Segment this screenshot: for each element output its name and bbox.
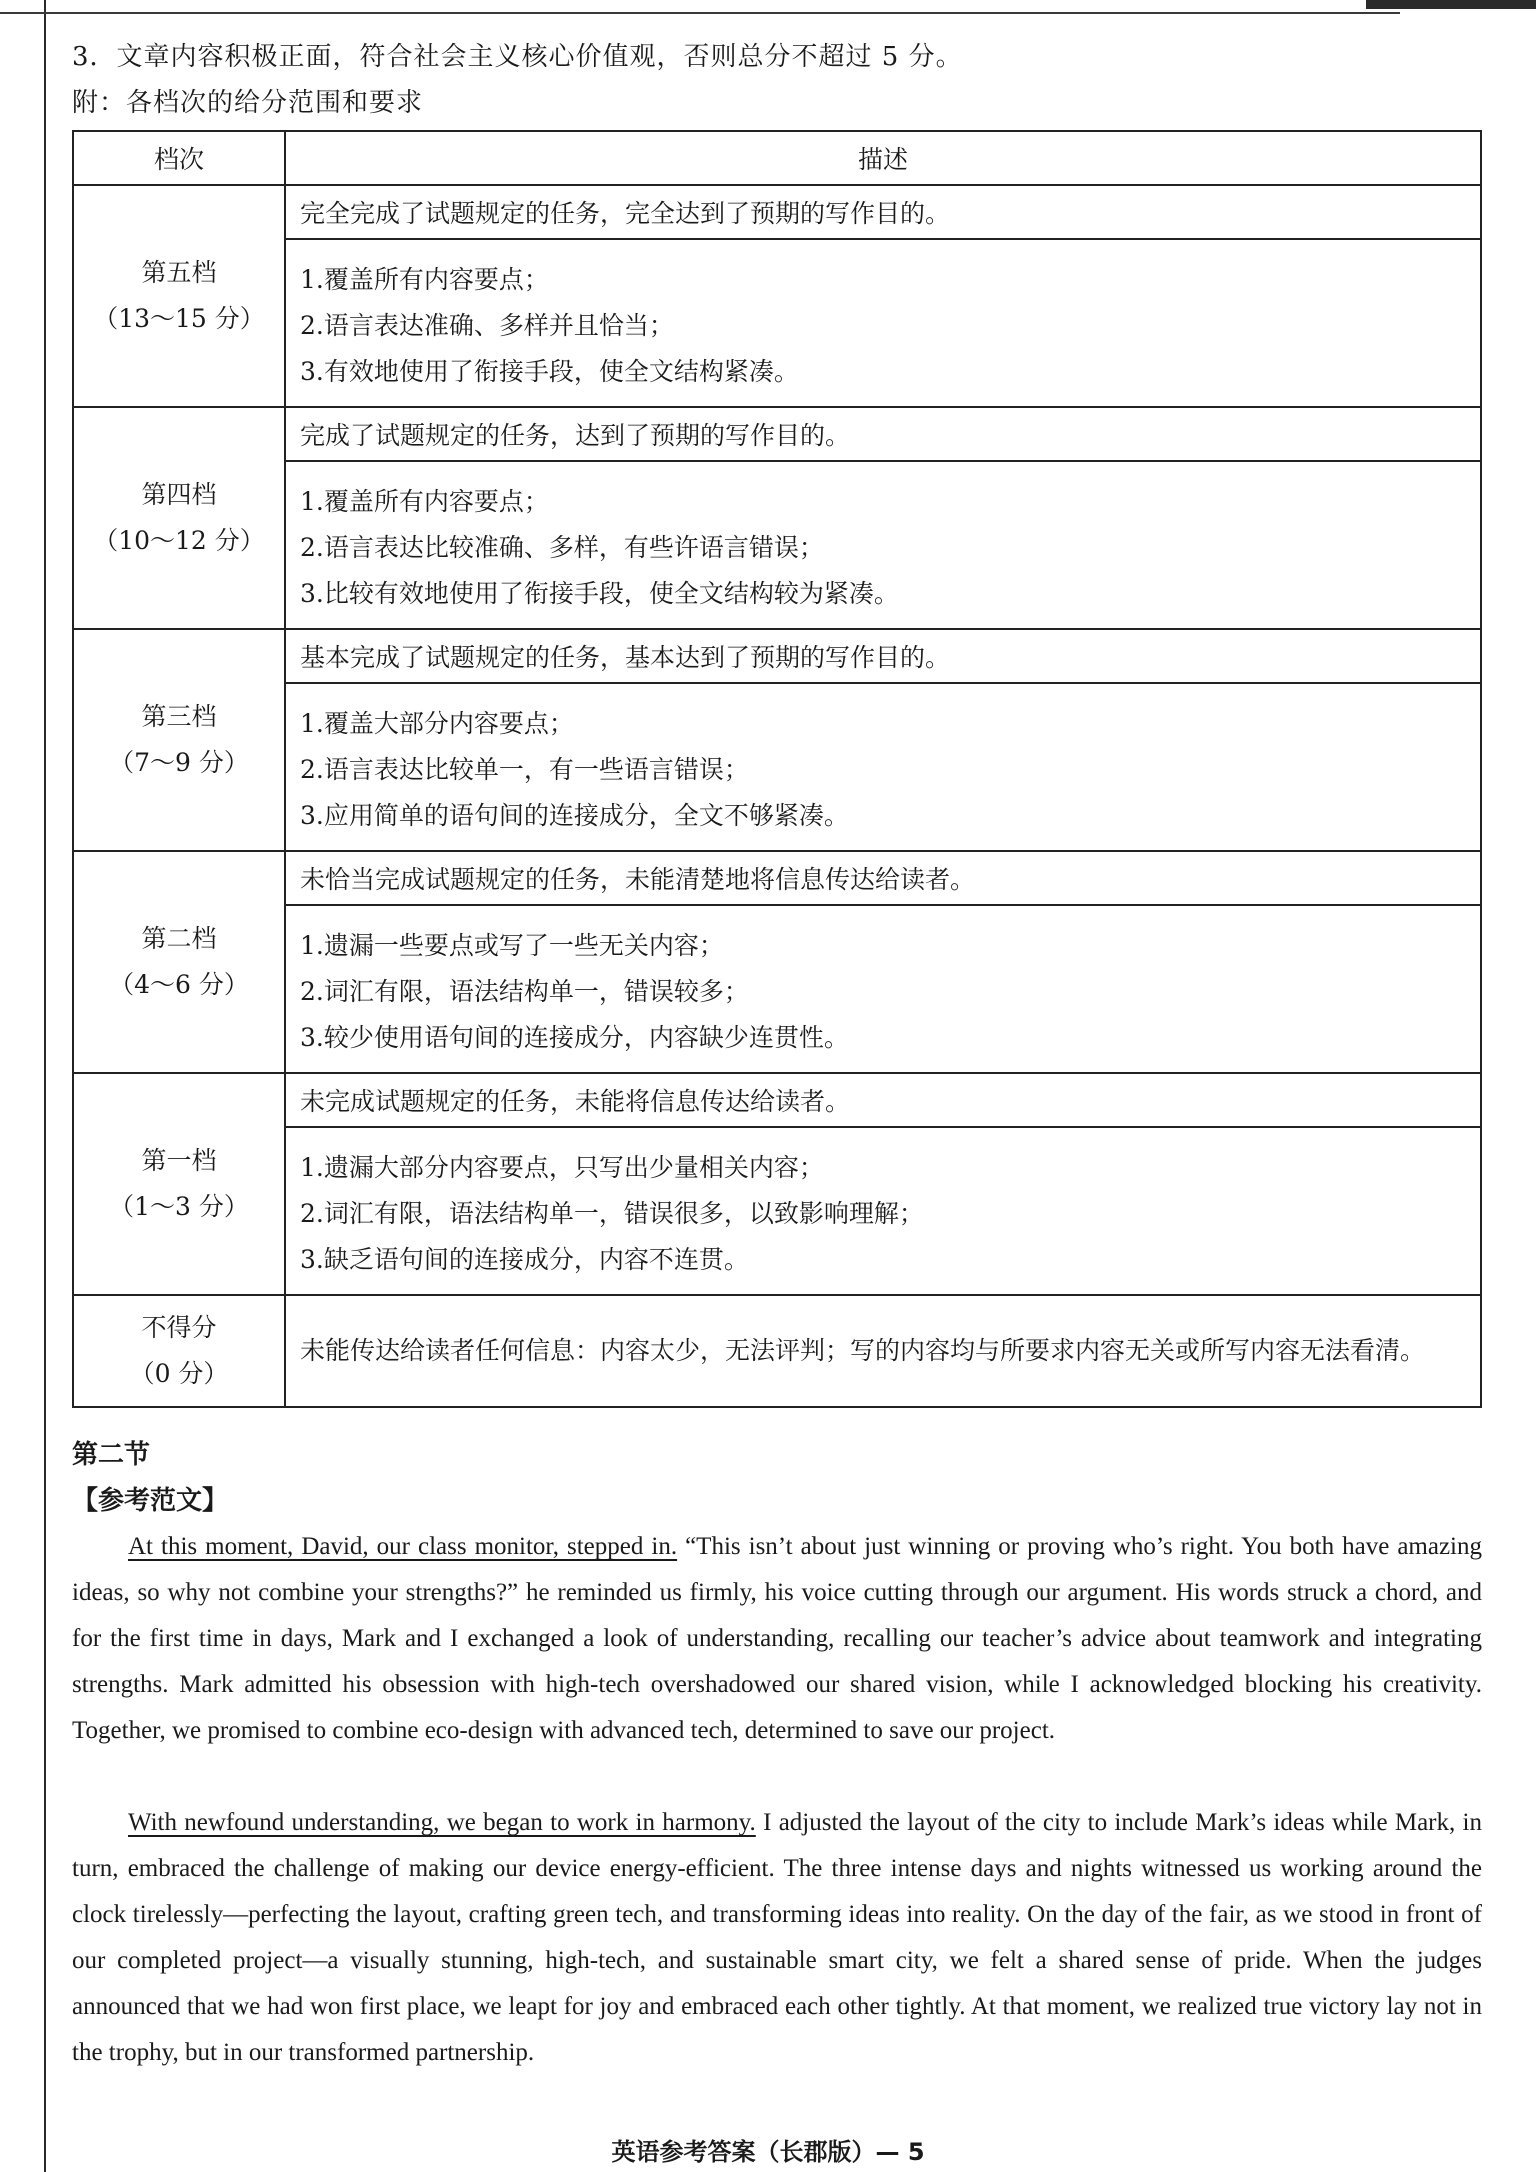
paragraph-body: I adjusted the layout of the city to include Mark’s ideas while Mark, in turn, embraced the challenge of making our device energy-efficient. The three intense days and nights witnessed us working around the clock tirelessly—perfecting the layout, crafting green tech, and transforming ideas into reality. On the day of the fair, as we stood in front of our completed project—a visually stunning, high-tech, and sustainable smart city, we felt a shared sense of pride. When the judges announced that we had won first place, we leapt for joy and embraced each other tightly. At that moment, we realized true victory lay not in the trophy, but in our transformed partnership. (72, 1809, 1482, 2066)
detail-item: 3.比较有效地使用了衔接手段，使全文结构较为紧凑。 (300, 579, 899, 608)
header-level: 档次 (73, 131, 285, 185)
level-range: （10～12 分） (93, 526, 265, 555)
table-row (73, 683, 1481, 851)
table-row (73, 239, 1481, 407)
level-cell (73, 851, 285, 1073)
level-summary: 完全完成了试题规定的任务，完全达到了预期的写作目的。 (285, 185, 1481, 239)
table-row (73, 407, 1481, 461)
level-cell (73, 185, 285, 407)
section-subtitle: 【参考范文】 (72, 1486, 229, 1516)
detail-item: 2.语言表达比较单一，有一些语言错误； (300, 755, 749, 784)
detail-item: 3.较少使用语句间的连接成分，内容缺少连贯性。 (300, 1023, 849, 1052)
level-range: （1～3 分） (109, 1192, 249, 1221)
level-name: 第三档 (141, 702, 217, 731)
detail-item: 2.语言表达比较准确、多样，有些许语言错误； (300, 533, 824, 562)
detail-item: 2.词汇有限，语法结构单一，错误较多； (300, 977, 749, 1006)
detail-item: 3.应用简单的语句间的连接成分，全文不够紧凑。 (300, 801, 849, 830)
level-cell (73, 629, 285, 851)
paragraph-body: “This isn’t about just winning or proving who’s right. You both have amazing ideas, so why not combine your strengths?” he reminded us firmly, his voice cutting through our argument. His words struck a chord, and for the first time in days, Mark and I exchanged a look of understanding, recalling our teacher’s advice about teamwork and integrating strengths. Mark admitted his obsession with high-tech overshadowed our shared vision, while I acknowledged blocking his creativity. Together, we promised to combine eco-design with advanced tech, determined to save our project. (72, 1533, 1482, 1744)
level-name: 不得分 (141, 1313, 217, 1342)
level-name: 第五档 (141, 258, 217, 287)
rule-3-text: 3．文章内容积极正面，符合社会主义核心价值观，否则总分不超过 5 分。 (72, 42, 963, 72)
level-range: （0 分） (129, 1359, 229, 1388)
level-details (285, 905, 1481, 1073)
level-name: 第一档 (141, 1146, 217, 1175)
section-title: 第二节 (72, 1440, 151, 1470)
page-footer: 英语参考答案（长郡版）— 5 (611, 2138, 925, 2166)
level-details (285, 461, 1481, 629)
table-header-row (73, 131, 1481, 185)
level-range: （7～9 分） (109, 748, 249, 777)
table-row (73, 1073, 1481, 1127)
level-cell (73, 407, 285, 629)
table-row (73, 1295, 1481, 1407)
detail-item: 3.缺乏语句间的连接成分，内容不连贯。 (300, 1245, 749, 1274)
table-row (73, 629, 1481, 683)
detail-item: 2.词汇有限，语法结构单一，错误很多，以致影响理解； (300, 1199, 924, 1228)
scan-edge-left (44, 0, 46, 2172)
paragraph-lead-sentence: With newfound understanding, we began to work in harmony. (128, 1809, 756, 1836)
table-row (73, 851, 1481, 905)
essay-paragraph (72, 1800, 1482, 2076)
scan-corner-mark (1366, 0, 1536, 22)
level-details (285, 239, 1481, 407)
level-details (285, 683, 1481, 851)
table-row (73, 905, 1481, 1073)
table-row (73, 1127, 1481, 1295)
detail-item: 1.覆盖所有内容要点； (300, 265, 549, 294)
level-summary: 基本完成了试题规定的任务，基本达到了预期的写作目的。 (285, 629, 1481, 683)
scan-edge-top (0, 12, 1400, 14)
detail-item: 1.遗漏大部分内容要点，只写出少量相关内容； (300, 1153, 824, 1182)
level-summary: 完成了试题规定的任务，达到了预期的写作目的。 (285, 407, 1481, 461)
essay-paragraph (72, 1524, 1482, 1754)
level-range: （13～15 分） (93, 304, 265, 333)
level-summary: 未完成试题规定的任务，未能将信息传达给读者。 (285, 1073, 1481, 1127)
level-summary: 未恰当完成试题规定的任务，未能清楚地将信息传达给读者。 (285, 851, 1481, 905)
detail-item: 1.遗漏一些要点或写了一些无关内容； (300, 931, 724, 960)
header-description: 描述 (285, 131, 1481, 185)
scoring-rubric-table (72, 130, 1482, 1408)
detail-item: 2.语言表达准确、多样并且恰当； (300, 311, 674, 340)
table-row (73, 185, 1481, 239)
level-name: 第二档 (141, 924, 217, 953)
level-cell (73, 1073, 285, 1295)
detail-item: 3.有效地使用了衔接手段，使全文结构紧凑。 (300, 357, 799, 386)
detail-item: 1.覆盖大部分内容要点； (300, 709, 574, 738)
table-row (73, 461, 1481, 629)
level-cell (73, 1295, 285, 1407)
level-details (285, 1127, 1481, 1295)
detail-item: 1.覆盖所有内容要点； (300, 487, 549, 516)
paragraph-lead-sentence: At this moment, David, our class monitor, stepped in. (128, 1533, 678, 1560)
level-name: 第四档 (141, 480, 217, 509)
appendix-title: 附：各档次的给分范围和要求 (72, 88, 424, 118)
level-summary: 未能传达给读者任何信息：内容太少，无法评判；写的内容均与所要求内容无关或所写内容无法看清。 (285, 1295, 1481, 1407)
level-range: （4～6 分） (109, 970, 249, 999)
